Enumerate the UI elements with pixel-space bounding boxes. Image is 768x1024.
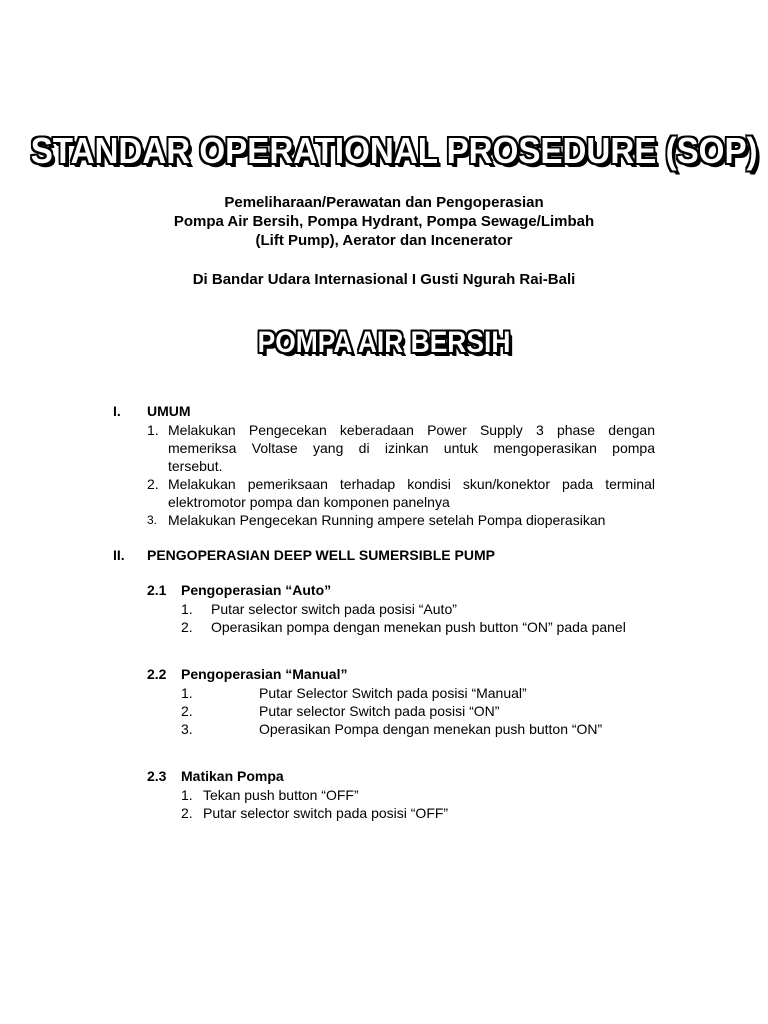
item-text-line: elektromotor pompa dan komponen panelnya (168, 494, 450, 510)
subsection-heading: Matikan Pompa (181, 768, 284, 784)
item-number: 2. (181, 619, 193, 635)
document-title: STANDAR OPERATIONAL PROSEDURE (SOP) (30, 130, 758, 171)
item-number: 1. (147, 422, 159, 438)
section1-numeral: I. (113, 403, 121, 419)
item-text: Putar selector switch pada posisi “Auto” (211, 601, 457, 617)
section1-heading: UMUM (147, 403, 191, 419)
item-number: 2. (181, 703, 193, 719)
item-text-line: Melakukan Pengecekan Running ampere setelah Pompa dioperasikan (168, 512, 606, 528)
subsection-number: 2.1 (147, 582, 167, 598)
item-text: Putar Selector Switch pada posisi “Manual” (259, 685, 527, 701)
location-line: Di Bandar Udara Internasional I Gusti Ngurah Rai-Bali (192, 271, 576, 288)
item-number: 1. (181, 601, 193, 617)
subtitle-line-1: Pemeliharaan/Perawatan dan Pengoperasian (224, 194, 544, 211)
item-text-line: memeriksa Voltase yang di izinkan untuk mengoperasikan pompa (168, 440, 655, 456)
subsection-number: 2.2 (147, 666, 167, 682)
subtitle-line-3: (Lift Pump), Aerator dan Incenerator (255, 232, 513, 249)
subtitle-line-2: Pompa Air Bersih, Pompa Hydrant, Pompa Sewage/Limbah (173, 213, 595, 230)
section2-numeral: II. (113, 547, 125, 563)
subsection-heading: Pengoperasian “Manual” (181, 666, 348, 682)
item-text: Tekan push button “OFF” (203, 787, 359, 803)
item-text: Operasikan pompa dengan menekan push button “ON” pada panel (211, 619, 626, 635)
item-text-line: Melakukan Pengecekan keberadaan Power Supply 3 phase dengan (168, 422, 655, 438)
item-number: 3. (181, 721, 193, 737)
item-text-line: Melakukan pemeriksaan terhadap kondisi skun/konektor pada terminal (168, 476, 655, 492)
item-number: 2. (147, 476, 159, 492)
item-text: Putar selector Switch pada posisi “ON” (259, 703, 500, 719)
section-title: POMPA AIR BERSIH (257, 326, 511, 359)
item-number: 1. (181, 787, 193, 803)
item-text: Operasikan Pompa dengan menekan push button “ON” (259, 721, 603, 737)
item-number: 2. (181, 805, 193, 821)
item-number: 1. (181, 685, 193, 701)
item-text: Putar selector switch pada posisi “OFF” (203, 805, 449, 821)
subsection-number: 2.3 (147, 768, 167, 784)
item-text-line: tersebut. (168, 458, 223, 474)
section2-heading: PENGOPERASIAN DEEP WELL SUMERSIBLE PUMP (147, 547, 495, 563)
item-number: 3. (147, 513, 158, 527)
subsection-heading: Pengoperasian “Auto” (181, 582, 332, 598)
